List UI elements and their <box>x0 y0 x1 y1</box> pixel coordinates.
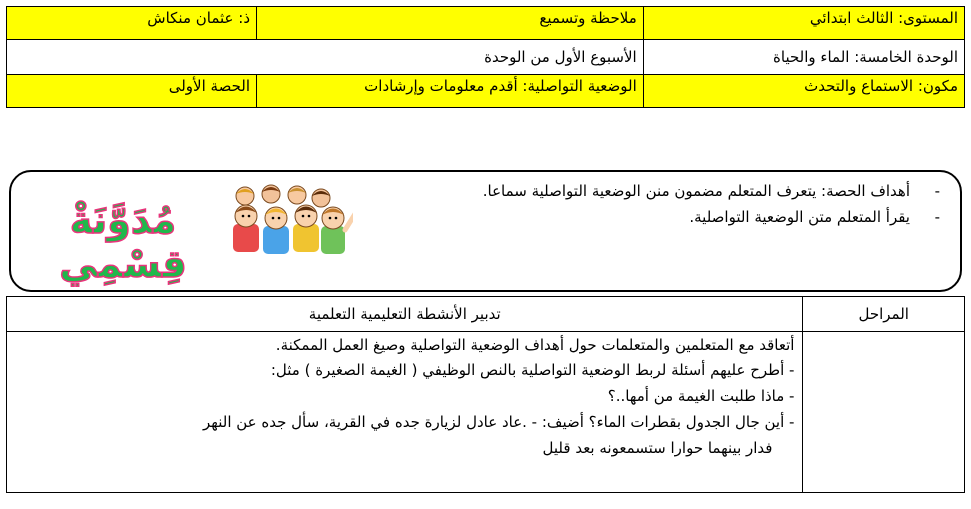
level-cell: المستوى: الثالث ابتدائي <box>643 7 964 40</box>
header-row-2 <box>7 40 965 75</box>
week-cell: الأسبوع الأول من الوحدة <box>7 40 644 75</box>
activities-content-cell <box>7 332 803 493</box>
situation-cell: الوضعية التواصلية: أقدم معلومات وإرشادات <box>257 75 644 108</box>
activity-type-cell: ملاحظة وتسميع <box>257 7 644 40</box>
component-cell: مكون: الاستماع والتحدث <box>643 75 964 108</box>
stages-column-header: المراحل <box>803 297 965 332</box>
management-column-header: تدبير الأنشطة التعليمية التعلمية <box>7 297 803 332</box>
blog-logo-text: مُدَوَّنَةْ قِسْمِي <box>59 198 187 286</box>
goal-bullet: - <box>934 182 940 200</box>
activities-table <box>6 296 965 493</box>
header-row-3 <box>7 75 965 108</box>
activities-body-row <box>7 332 965 493</box>
stage-cell <box>803 332 965 493</box>
session-cell: الحصة الأولى <box>7 75 257 108</box>
goal-item: يقرأ المتعلم متن الوضعية التواصلية. <box>689 208 910 226</box>
teacher-cell: ذ: عثمان منكاش <box>7 7 257 40</box>
activity-line: - أين جال الجدول بقطرات الماء؟ أضيف: - .عاد عادل لزيارة جده في القرية، سأل جده عن النهر <box>203 413 795 431</box>
blog-logo <box>18 178 353 286</box>
activity-line: فدار بينهما حوارا ستسمعونه بعد قليل <box>542 439 773 457</box>
lesson-header-table <box>6 6 965 108</box>
activity-line: أتعاقد مع المتعلمين والمتعلمات حول أهداف الوضعية التواصلية وصيغ العمل الممكنة. <box>275 336 795 354</box>
activities-header-row <box>7 297 965 332</box>
activity-line: - ماذا طلبت الغيمة من أمها..؟ <box>607 387 795 405</box>
unit-cell: الوحدة الخامسة: الماء والحياة <box>643 40 964 75</box>
activity-line: - أطرح عليهم أسئلة لربط الوضعية التواصلية بالنص الوظيفي ( الغيمة الصغيرة ) مثل: <box>270 361 795 379</box>
goal-bullet: - <box>934 208 940 226</box>
header-row-1 <box>7 7 965 40</box>
goal-item: أهداف الحصة: يتعرف المتعلم مضمون منن الوضعية التواصلية سماعا. <box>482 182 910 200</box>
